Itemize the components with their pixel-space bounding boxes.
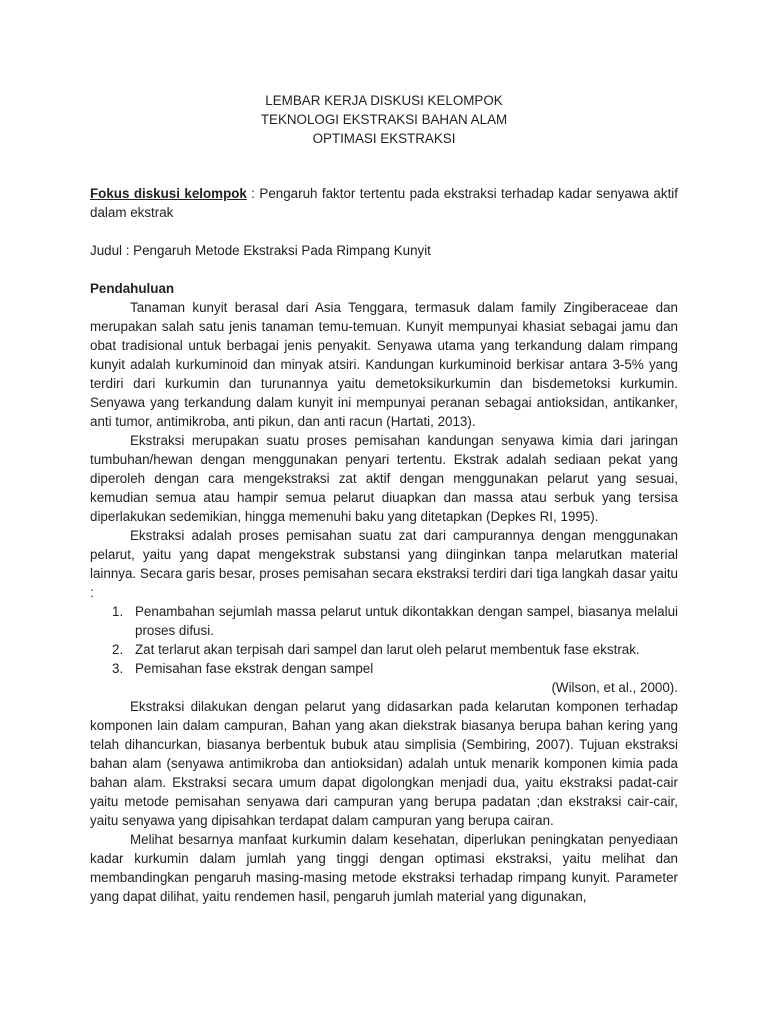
paragraph-1: Tanaman kunyit berasal dari Asia Tenggara, termasuk dalam family Zingiberaceae dan merupakan salah satu jenis tanaman temu-temuan. Kunyit mempunyai khasiat sebagai jamu dan obat tradisional untuk berbagai jenis penyakit. Senyawa utama yang terkandung dalam rimpang kunyit adalah kurkuminoid dan minyak atsiri. Kandungan kurkuminoid berkisar antara 3-5% yang terdiri dari kurkumin dan turunannya yaitu demetoksikurkumin dan bisdemetoksi kurkumin. Senyawa yang terkandung dalam kunyit ini mempunyai peranan sebagai antioksidan, antikanker, anti tumor, antimikroba, anti pikun, dan anti racun (Hartati, 2013). (90, 300, 678, 429)
focus-paragraph (90, 184, 678, 222)
title-line-3: OPTIMASI EKSTRAKSI (312, 131, 456, 146)
focus-text: : Pengaruh faktor tertentu pada ekstraksi terhadap kadar senyawa aktif dalam ekstrak (90, 186, 678, 220)
section-heading: Pendahuluan (90, 281, 175, 296)
citation: (Wilson, et al., 2000). (551, 680, 678, 695)
list-item-text: Penambahan sejumlah massa pelarut untuk dikontakkan dengan sampel, biasanya melalui proses difusi. (135, 604, 678, 638)
list-item-text: Pemisahan fase ekstrak dengan sampel (135, 661, 374, 676)
steps-list (90, 602, 678, 678)
list-item (90, 640, 678, 659)
title-line-2: TEKNOLOGI EKSTRAKSI BAHAN ALAM (260, 112, 508, 127)
list-item (90, 659, 678, 678)
list-item-text: Zat terlarut akan terpisah dari sampel dan larut oleh pelarut membentuk fase ekstrak. (135, 642, 640, 657)
list-item (90, 602, 678, 640)
document-title-block (0, 91, 768, 148)
list-item-number: 3. (112, 661, 124, 676)
paragraph-5: Melihat besarnya manfaat kurkumin dalam kesehatan, diperlukan peningkatan penyediaan kadar kurkumin dalam jumlah yang tinggi dengan optimasi ekstraksi, yaitu melihat dan membandingkan pengaruh masing-masing metode ekstraksi terhadap rimpang kunyit. Parameter yang dapat dilihat, yaitu rendemen hasil, pengaruh jumlah material yang digunakan, (90, 832, 678, 904)
list-item-number: 2. (112, 642, 124, 657)
paragraph-2: Ekstraksi merupakan suatu proses pemisahan kandungan senyawa kimia dari jaringan tumbuhan/hewan dengan menggunakan penyari tertentu. Ekstrak adalah sediaan pekat yang diperoleh dengan cara mengekstraksi zat aktif dengan menggunakan pelarut yang sesuai, kemudian semua atau hampir semua pelarut diuapkan dan massa atau serbuk yang tersisa diperlakukan sedemikian, hingga memenuhi baku yang ditetapkan (Depkes RI, 1995). (90, 433, 678, 524)
focus-label: Fokus diskusi kelompok (90, 186, 247, 201)
paragraph-3: Ekstraksi adalah proses pemisahan suatu zat dari campurannya dengan menggunakan pelarut, yaitu yang dapat mengekstrak substansi yang diinginkan tanpa melarutkan material lainnya. Secara garis besar, proses pemisahan secara ekstraksi terdiri dari tiga langkah dasar yaitu : (90, 528, 678, 600)
judul-line: Judul : Pengaruh Metode Ekstraksi Pada Rimpang Kunyit (90, 243, 431, 258)
paragraph-4: Ekstraksi dilakukan dengan pelarut yang didasarkan pada kelarutan komponen terhadap komponen lain dalam campuran, Bahan yang akan diekstrak biasanya berupa bahan kering yang telah dihancurkan, biasanya berbentuk bubuk atau simplisia (Sembiring, 2007). Tujuan ekstraksi bahan alam (senyawa antimikroba dan antioksidan) adalah untuk menarik komponen kimia pada bahan alam. Ekstraksi secara umum dapat digolongkan menjadi dua, yaitu ekstraksi padat-cair yaitu metode pemisahan senyawa dari campuran yang berupa padatan ;dan ekstraksi cair-cair, yaitu senyawa yang dipisahkan terdapat dalam campuran yang berupa cairan. (90, 699, 678, 828)
document-body (90, 184, 678, 906)
list-item-number: 1. (112, 604, 124, 619)
title-line-1: LEMBAR KERJA DISKUSI KELOMPOK (265, 93, 503, 108)
